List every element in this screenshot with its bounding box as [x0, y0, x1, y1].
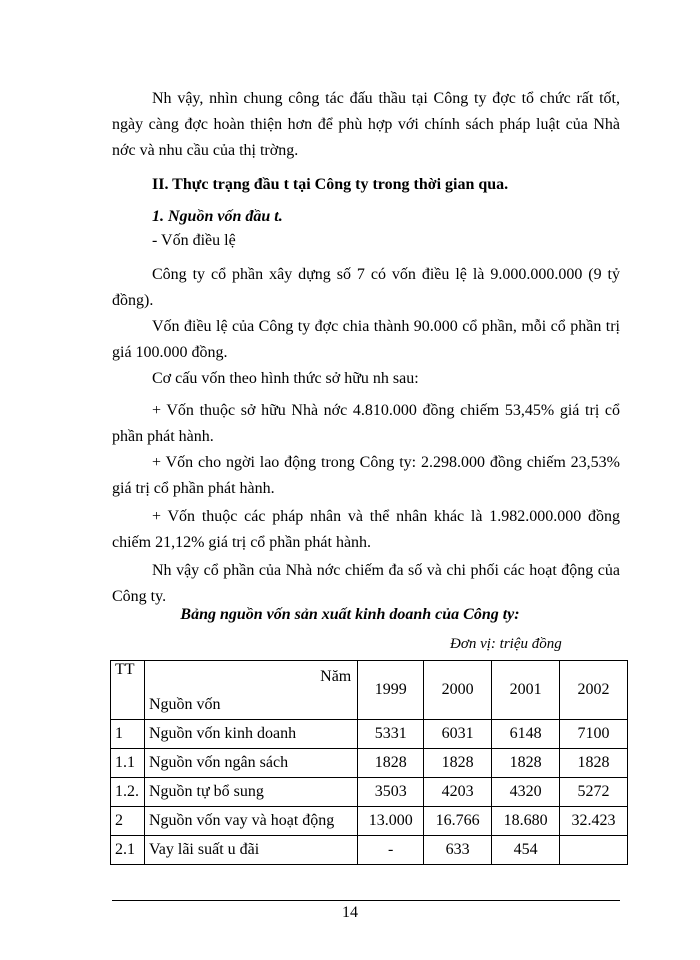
- paragraph-employee-capital: + Vốn cho ngời lao động trong Công ty: 2.298.000 đồng chiếm 23,53% giá trị cổ phần phát hành.: [112, 454, 620, 497]
- cell-value: 454: [492, 836, 560, 865]
- cell-value: 5272: [560, 778, 628, 807]
- paragraph-charter-capital: Công ty cổ phần xây dựng số 7 có vốn điều lệ là 9.000.000.000 (9 tỷ đồng).: [112, 266, 620, 309]
- cell-tt: 1.1: [111, 749, 145, 778]
- header-year-source: [144, 661, 357, 720]
- header-year: 2002: [560, 661, 628, 720]
- cell-tt: 1: [111, 720, 145, 749]
- table-header-row: [111, 661, 628, 720]
- cell-name: Nguồn vốn vay và hoạt động: [144, 807, 357, 836]
- cell-value: 32.423: [560, 807, 628, 836]
- cell-value: 1828: [424, 749, 492, 778]
- cell-value: 1828: [560, 749, 628, 778]
- table-row: [111, 749, 628, 778]
- cell-name: Vay lãi suất u đãi: [144, 836, 357, 865]
- header-year: 1999: [358, 661, 424, 720]
- capital-table: [110, 660, 628, 865]
- cell-value: 13.000: [358, 807, 424, 836]
- header-year: 2000: [424, 661, 492, 720]
- page-number: 14: [342, 904, 358, 921]
- paragraph-state-capital: + Vốn thuộc sở hữu Nhà nớc 4.810.000 đồng chiếm 53,45% giá trị cổ phần phát hành.: [112, 402, 620, 445]
- header-tt: TT: [111, 661, 145, 720]
- cell-value: 3503: [358, 778, 424, 807]
- footer-divider: [112, 900, 620, 901]
- paragraph-other-capital: + Vốn thuộc các pháp nhân và thể nhân khác là 1.982.000.000 đồng chiếm 21,12% giá trị cổ phần phát hành.: [112, 508, 620, 551]
- cell-tt: 2: [111, 807, 145, 836]
- paragraph-conclusion: Nh vậy cổ phần của Nhà nớc chiếm đa số và chi phối các hoạt động của Công ty.: [112, 562, 620, 605]
- cell-value: 6148: [492, 720, 560, 749]
- table-row: [111, 778, 628, 807]
- cell-value: 4203: [424, 778, 492, 807]
- cell-value: -: [358, 836, 424, 865]
- subsection-heading: 1. Nguồn vốn đầu t.: [152, 208, 283, 225]
- bullet-charter-capital: - Vốn điều lệ: [152, 232, 236, 249]
- cell-value: 18.680: [492, 807, 560, 836]
- cell-tt: 2.1: [111, 836, 145, 865]
- header-year-label: Năm: [320, 668, 352, 685]
- cell-name: Nguồn vốn kinh doanh: [144, 720, 357, 749]
- cell-value: 6031: [424, 720, 492, 749]
- cell-value: [560, 836, 628, 865]
- table-caption: Bảng nguồn vốn sản xuất kinh doanh của Công ty:: [180, 606, 520, 623]
- cell-value: 633: [424, 836, 492, 865]
- cell-tt: 1.2.: [111, 778, 145, 807]
- table-row: [111, 836, 628, 865]
- paragraph-bidding-summary: Nh vậy, nhìn chung công tác đấu thầu tại Công ty đợc tổ chức rất tốt, ngày càng đợc hoàn thiện hơn để phù hợp với chính sách pháp luật của Nhà nớc và nhu cầu của thị trờng.: [112, 90, 620, 159]
- paragraph-shares: Vốn điều lệ của Công ty đợc chia thành 90.000 cổ phần, mỗi cổ phần trị giá 100.000 đồng.: [112, 318, 620, 361]
- header-source-label: Nguồn vốn: [148, 696, 221, 713]
- cell-value: 4320: [492, 778, 560, 807]
- header-year: 2001: [492, 661, 560, 720]
- cell-value: 16.766: [424, 807, 492, 836]
- section-heading: II. Thực trạng đầu t tại Công ty trong thời gian qua.: [152, 176, 509, 193]
- cell-value: 1828: [358, 749, 424, 778]
- cell-name: Nguồn tự bổ sung: [144, 778, 357, 807]
- cell-value: 1828: [492, 749, 560, 778]
- paragraph-capital-structure: Cơ cấu vốn theo hình thức sở hữu nh sau:: [152, 370, 419, 387]
- cell-value: 5331: [358, 720, 424, 749]
- table-row: [111, 720, 628, 749]
- cell-value: 7100: [560, 720, 628, 749]
- cell-name: Nguồn vốn ngân sách: [144, 749, 357, 778]
- table-row: [111, 807, 628, 836]
- table-unit: Đơn vị: triệu đồng: [450, 636, 562, 652]
